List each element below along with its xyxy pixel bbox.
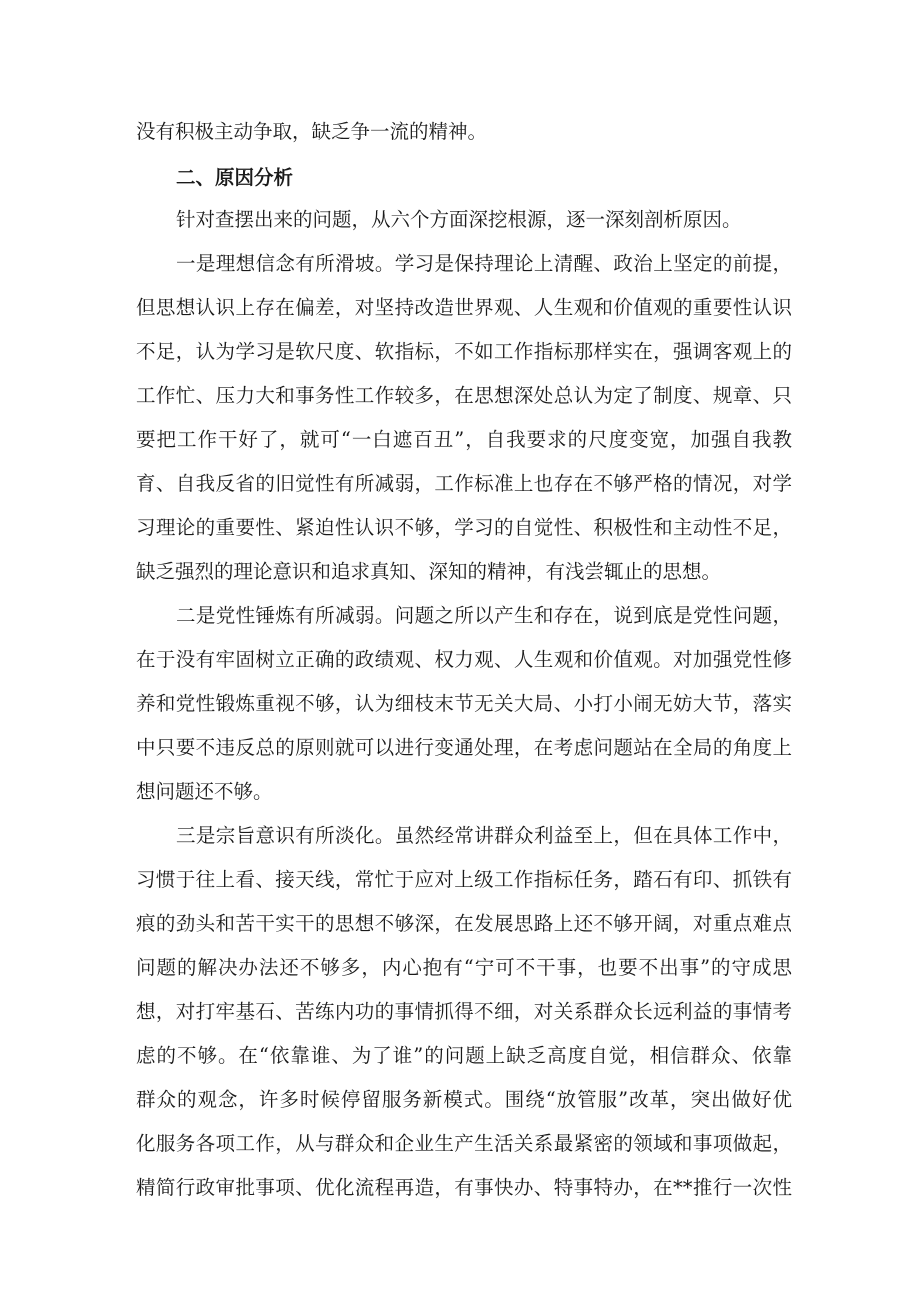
paragraph-line: 在于没有牢固树立正确的政绩观、权力观、人生观和价值观。对加强党性修: [136, 648, 792, 671]
paragraph-line: 一是理想信念有所滑坡。学习是保持理论上清醒、政治上坚定的前提，: [176, 252, 792, 275]
paragraph-line: 习理论的重要性、紧迫性认识不够，学习的自觉性、积极性和主动性不足，: [136, 516, 792, 539]
lead-paragraph: 针对查摆出来的问题，从六个方面深挖根源，逐一深刻剖析原因。: [176, 208, 742, 231]
paragraph-line: 想，对打牢基石、苦练内功的事情抓得不细，对关系群众长远利益的事情考: [136, 1000, 792, 1023]
paragraph-line: 但思想认识上存在偏差，对坚持改造世界观、人生观和价值观的重要性认识: [136, 296, 792, 319]
paragraph-line: 想问题还不够。: [136, 780, 273, 803]
paragraph-tail-line: 没有积极主动争取，缺乏争一流的精神。: [136, 120, 488, 143]
paragraph-line: 中只要不违反总的原则就可以进行变通处理，在考虑问题站在全局的角度上: [136, 736, 792, 759]
paragraph-line: 问题的解决办法还不够多，内心抱有“宁可不干事，也要不出事”的守成思: [136, 956, 792, 979]
paragraph-line: 要把工作干好了，就可“一白遮百丑”，自我要求的尺度变宽，加强自我教: [136, 428, 792, 451]
paragraph-line: 精简行政审批事项、优化流程再造，有事快办、特事特办，在**推行一次性: [136, 1176, 792, 1199]
paragraph-line: 养和党性锻炼重视不够，认为细枝末节无关大局、小打小闹无妨大节，落实: [136, 692, 792, 715]
paragraph-line: 育、自我反省的旧觉性有所减弱，工作标准上也存在不够严格的情况，对学: [136, 472, 792, 495]
paragraph-line: 虑的不够。在“依靠谁、为了谁”的问题上缺乏高度自觉，相信群众、依靠: [136, 1044, 792, 1067]
paragraph-line: 化服务各项工作，从与群众和企业生产生活关系最紧密的领域和事项做起，: [136, 1132, 792, 1155]
paragraph-line: 缺乏强烈的理论意识和追求真知、深知的精神，有浅尝辄止的思想。: [136, 560, 722, 583]
paragraph-line: 三是宗旨意识有所淡化。虽然经常讲群众利益至上，但在具体工作中，: [176, 824, 792, 847]
paragraph-line: 群众的观念，许多时候停留服务新模式。围绕“放管服”改革，突出做好优: [136, 1088, 792, 1111]
section-heading: 二、原因分析: [176, 166, 294, 189]
paragraph-line: 不足，认为学习是软尺度、软指标，不如工作指标那样实在，强调客观上的: [136, 340, 792, 363]
paragraph-line: 二是党性锤炼有所减弱。问题之所以产生和存在，说到底是党性问题，: [176, 604, 792, 627]
paragraph-line: 痕的劲头和苦干实干的思想不够深，在发展思路上还不够开阔，对重点难点: [136, 912, 792, 935]
paragraph-line: 习惯于往上看、接天线，常忙于应对上级工作指标任务，踏石有印、抓铁有: [136, 868, 792, 891]
paragraph-line: 工作忙、压力大和事务性工作较多，在思想深处总认为定了制度、规章、只: [136, 384, 792, 407]
